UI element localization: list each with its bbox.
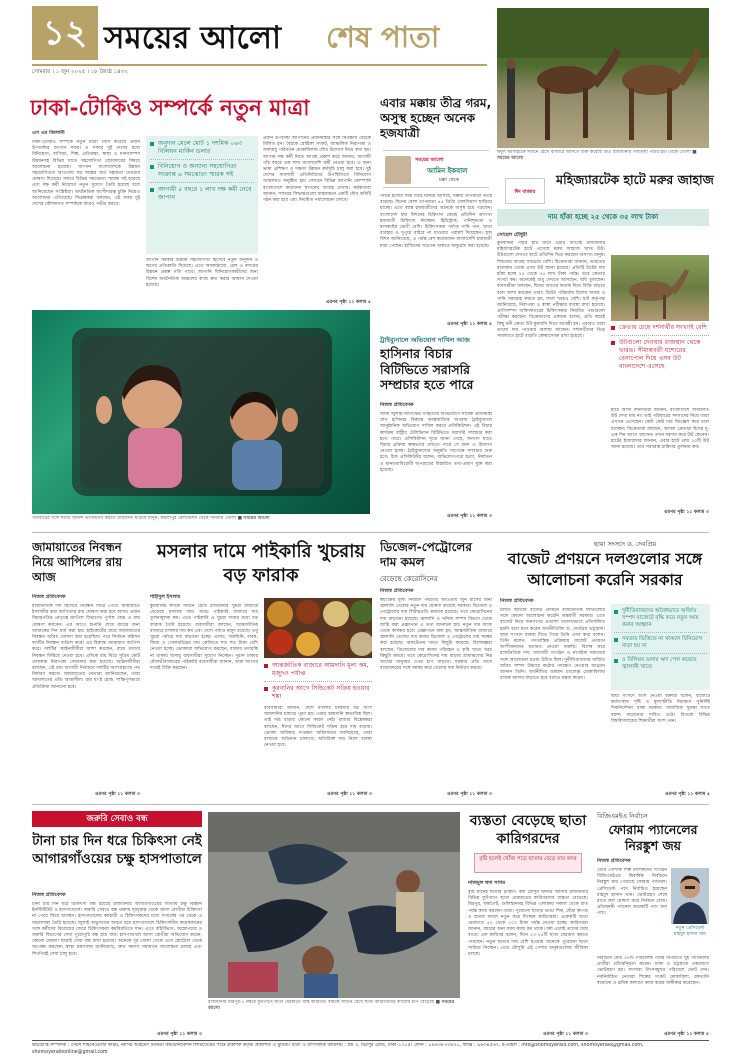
masthead-name: সময়ের আলো: [104, 20, 281, 56]
hospital-headline: টানা চার দিন ধরে চিকিৎসা নেই আগারগাঁওয়ের চক্ষু হাসপাতালে: [32, 833, 202, 867]
camel-market-photo: [497, 8, 709, 148]
jamaat-byline: নিজস্ব প্রতিবেদক: [32, 594, 66, 600]
eid-logo: ঈদ বাজার: [505, 178, 545, 204]
budget-highlights-box: [611, 604, 710, 690]
hospital-banner: জরুরি সেবাও বন্ধ: [32, 811, 202, 827]
train-photo-caption: পরিবারের সঙ্গে ঈদের আনন্দ ভাগাভাগি করতে রাজধানী ছাড়ছে মানুষ। কমলাপুর রেলস্টেশন থেকে শনিবার তোলা ■ সময়ের আলো: [32, 516, 270, 521]
forum-body-col1: তৈরি পোশাক শিল্প মালিকদের সংগঠন বিজিএমইএর দ্বিবার্ষিক নির্বাচনে নিরঙ্কুশ জয় পেয়েছে ফোরাম প্যানেল। প্রেসিডেন্ট পদে নির্বাচিত হয়েছেন মাহমুদ হাসান খান। ভোটগ্রহণ শেষে রাতে ফল ঘোষণা করে নির্বাচন বোর্ড। প্রতিদ্বন্দ্বী প্যানেল কয়েকটি পদে জয় পায়।: [597, 868, 667, 917]
lead-body-col1: ঢাকা-টোকিও সম্পর্কে নতুন মাত্রা যোগ করেছে প্রধান উপদেষ্টার জাপান সফর। এ সফরে দুই দেশের মধ্যে বিনিয়োগ, বাণিজ্য, শিল্প, প্রতিরক্ষা, স্বাস্থ্য ও মানবসম্পদ উন্নয়নসহ বিভিন্ন খাতে সহযোগিতা জোরদারের বিষয়ে আলোচনা হয়েছে। জাপান বাংলাদেশকে উন্নয়ন সহযোগিতার আওতায় বড় অঙ্কের অর্থ সহায়তা দেওয়ার ঘোষণা দিয়েছে। সফরে বিভিন্ন সমঝোতা স্মারক সই হয়েছে এবং দক্ষ কর্মী নিয়োগে নতুন সুযোগ তৈরি হয়েছে বলে জানিয়েছেন সংশ্লিষ্টরা। অর্থনৈতিক অংশীদারত্ব চুক্তি নিয়েও আলোচনা এগিয়েছে। বিশ্লেষকরা বলছেন, এই সফর দুই দেশের কৌশলগত সম্পর্ককে আরও গভীর করবে।: [32, 140, 140, 208]
umbrella-subhead: বৃষ্টি হলেই খোঁজ পড়ে ছাতার বেড়ে যায় কদর: [474, 853, 582, 873]
hajj-headline: এবার মক্কায় তীব্র গরম, অসুস্থ হচ্ছেন অনেক হজযাত্রী: [380, 96, 492, 140]
forum-byline: নিজস্ব প্রতিবেদক: [597, 858, 631, 864]
jamaat-continued: এরপর পৃষ্ঠা ১১ কলাম ৩: [95, 792, 140, 797]
budget-highlight-2: সমতার ভিত্তিতে না থাকলে বিনিয়োগ বাড়া হয় না: [614, 636, 707, 654]
budget-body-col1: চলতি জাতীয় বাজেট প্রণয়নে রাজনৈতিক দলগুলোর সঙ্গে কোনো আলোচনা করেনি অন্তর্বর্তী সরকার। এতে বাজেট নিয়ে জনগণের প্রত্যাশা যথাযথভাবে প্রতিফলিত হয়নি বলে মনে করেন অর্থনীতিবিদ ড. দেবপ্রিয় ভট্টাচার্য। ছায়া সংসদে বক্তব্য দিতে গিয়ে তিনি এসব কথা বলেন। তিনি বলেন, গণতান্ত্রিক প্রক্রিয়ায় বাজেট প্রণয়নে অংশীজনদের মতামত নেওয়া জরুরি। বিশেষ করে রাজনৈতিক দল, ব্যবসায়ী সংগঠন ও নাগরিক সমাজের সঙ্গে আলোচনা হওয়া উচিত ছিল। দুর্নীতিবাজদের অর্জিত অবৈধ সম্পদ উদ্ধারে কঠোর পদক্ষেপ নেওয়ার আহ্বান জানান তিনি। অর্থনীতির বর্তমান চ্যালেঞ্জ মোকাবিলায় রাজস্ব আদায় বাড়াতে হবে বলেও মন্তব্য করেন।: [500, 608, 605, 682]
lead-headline: ঢাকা-টোকিও সম্পর্কে নতুন মাত্রা: [30, 96, 310, 121]
hajj-continued: এরপর পৃষ্ঠা ১১ কলাম ৫: [447, 322, 492, 327]
section-divider-2: [32, 804, 709, 805]
forum-body-col2: নির্বাচনে মোট ৩৫টি পরিচালক পদের বিপরীতে দুই প্যানেলের প্রার্থীরা প্রতিদ্বন্দ্বিতা করেন। ঢাকা ও চট্টগ্রামে একযোগে ভোটগ্রহণ হয়। সদস্যরা উৎসবমুখর পরিবেশে ভোট দেন। নবনির্বাচিত নেতারা শিল্পের সংকট মোকাবিলা, রফতানি বাড়ানো ও শ্রমিক কল্যাণে কাজ করার অঙ্গীকার করেছেন।: [597, 956, 709, 986]
umbrella-photo-caption: রাজধানীর মিরপুর-১ নম্বরে ফুটপাতে ছাতা মেরামতে ব্যস্ত কারিগর। বর্ষাকে সামনে রেখে ছাতা কারিগরদের কাজের চাপ বেড়েছে ■ সময়ের আলো: [208, 1000, 455, 1011]
camel-headline: মহিজ্যারটেক হাটে মরুর জাহাজ: [556, 172, 714, 187]
forum-president-photo: [671, 868, 709, 924]
spice-body-col2: ব্যবসায়ীরা জানান, দেশে মসলার চাহিদার বড় অংশ আমদানির মাধ্যমে পূরণ হয়। এবার আমদানি স্বাভাবিক ছিল। তাই দাম বাড়ার কোনো কারণ নেই। বাজার বিশ্লেষকরা বলছেন, ঈদের আগে সিন্ডিকেট সক্রিয় হয়ে দাম বাড়ায়। ভোক্তা অধিকার সংরক্ষণ অধিদফতর জানিয়েছে, তারা বাজারে অভিযান চালাবে। অতিরিক্ত দাম নিলে ব্যবস্থা নেওয়া হবে।: [264, 706, 372, 749]
masthead-rule: [32, 64, 487, 66]
lead-highlights-box: [146, 136, 258, 254]
fuel-continued: এরপর পৃষ্ঠা ১১ কলাম ৩: [447, 792, 492, 797]
forum-continued: এরপর পৃষ্ঠা ১১ কলাম ৫: [664, 1032, 709, 1037]
lead-continued: এরপর পৃষ্ঠা ১১ কলাম ৫: [326, 300, 371, 305]
train-passengers-photo: [32, 310, 370, 514]
fuel-body: স্বয়ংক্রিয় মূল্য নির্ধারণ পদ্ধতির আওতায় জুন মাসের জন্য জ্বালানি তেলের নতুন দাম ঘোষণা করেছে সরকার। ডিজেল ও পেট্রোলের দাম লিটারপ্রতি কমানো হয়েছে। তবে কেরোসিনের দাম বাড়ানো হয়েছে। জ্বালানি ও খনিজ সম্পদ বিভাগ থেকে জারি করা প্রজ্ঞাপনে এ তথ্য জানানো হয়। নতুন দাম আজ থেকে কার্যকর হবে। প্রজ্ঞাপনে বলা হয়, আন্তর্জাতিক বাজারে জ্বালানি তেলের দাম কমায় ডিজেল ও পেট্রোলের দাম সমন্বয় করা হয়েছে। অকটেনের দামও কিছুটা কমেছে। বিশেষজ্ঞরা বলছেন, ডিজেলের দাম কমায় পরিবহন ও কৃষি খাতে খরচ কিছুটা কমবে। তবে কেরোসিনের দাম বাড়ায় গ্রামাঞ্চলের নিম্ন আয়ের মানুষের ওপর চাপ বাড়বে। সরকার প্রতি মাসে বাজারদরের সঙ্গে সমন্বয় করে তেলের দাম নির্ধারণ করছে।: [380, 598, 492, 672]
fuel-headline: ডিজেল-পেট্রোলের দাম কমল: [380, 540, 472, 569]
reporter-name: আমিন ইকবাল: [427, 167, 468, 175]
spice-bullet-1: আন্তর্জাতিক বাজারে আমদানি মূল্য কম, মজুদও পর্যাপ্ত: [264, 662, 372, 682]
jamaat-headline: জামায়াতের নিবন্ধন নিয়ে আপিলের রায় আজ: [32, 540, 123, 584]
lead-body-col3: প্রধান উপদেষ্টা জাপানের প্রধানমন্ত্রীর সঙ্গে দ্বিপক্ষীয় বৈঠকে মিলিত হন। বৈঠকে রোহিঙ্গা সংকট, আঞ্চলিক নিরাপত্তা ও জলবায়ু পরিবর্তন মোকাবিলায় যৌথ উদ্যোগ নিয়ে কথা হয়। জাপান দক্ষ কর্মী নিতে আগ্রহ প্রকাশ করে জানায়, আগামী পাঁচ বছরে এক লাখ বাংলাদেশি কর্মী নেওয়া হবে। এ জন্য ভাষা প্রশিক্ষণ ও দক্ষতা উন্নয়ন কর্মসূচি চালু করা হবে। দুই দেশের ব্যবসায়ী প্রতিনিধিদের উপস্থিতিতে বিনিয়োগ সম্মেলনও অনুষ্ঠিত হয়। সেখানে বিভিন্ন জাপানি কোম্পানি বাংলাদেশে কারখানা স্থাপনের আগ্রহ দেখায়। কর্মকর্তারা জানান, সফরের সিদ্ধান্তগুলো বাস্তবায়নে একটি যৌথ কমিটি গঠন করা হবে এবং নিয়মিত পর্যালোচনা চলবে।: [263, 136, 371, 204]
camel-photo-caption-text: ঈদুল আজহাকে সামনে রেখে বাজারে আসতে শুরু করেছে উট। রাজধানীর গাবতলী পশুর হাট থেকে তোলা: [497, 150, 691, 155]
hospital-continued: এরপর পৃষ্ঠা ১১ কলাম ৩: [157, 1032, 202, 1037]
lead-highlight-3: আগামী ৫ বছরে ১ লাখ দক্ষ কর্মী নেবে জাপান: [150, 186, 254, 205]
spice-body-col1: কুরবানির ঈদকে সামনে রেখে রাজধানীর খুচরা বাজারে বেড়েছে মসলার দাম। অথচ পাইকারি বাজারে দাম তুলনামূলক কম। এতে পাইকারি ও খুচরা দামের মধ্যে বড় ফারাক তৈরি হয়েছে। ব্যবসায়ীরা বলছেন, আন্তর্জাতিক বাজারে মসলার দাম কম এবং দেশে পর্যাপ্ত মজুদ রয়েছে। তবু খুচরা পর্যায়ে দাম বাড়ানো হচ্ছে। এলাচ, দারুচিনি, লবঙ্গ, জিরা ও গোলমরিচের দাম কেজিতে শত শত টাকা বেশি নেওয়া হচ্ছে। ভোক্তারা অভিযোগ করছেন, বাজার তদারকি না থাকায় অসাধু ব্যবসায়ীরা সুযোগ নিচ্ছেন। পুরান ঢাকার মৌলভীবাজারের পাইকারি ব্যবসায়ীরা জানান, তারা আগের দামেই বিক্রি করছেন।: [150, 604, 258, 672]
umbrella-caption-credit: সময়ের আলো: [208, 1000, 455, 1011]
forum-headline: ফোরাম প্যানেলের নিরঙ্কুশ জয়: [608, 822, 698, 853]
umbrella-body: বৃষ্টি মানেই ছাতার চাহিদা। বর্ষা মৌসুম ঘনিয়ে আসায় রাজধানীর বিভিন্ন ফুটপাতে ছাতা মেরামতের কারিগরদের ব্যস্ততা বেড়েছে। মিরপুর, ফার্মগেট, গুলিস্তানসহ বিভিন্ন এলাকায় সকাল থেকে রাত পর্যন্ত কাজ করছেন তারা। পুরোনো ছাতার ভাঙা শিক, ছেঁড়া কাপড় ও হাতল বদলে নতুন করে দিচ্ছেন কারিগররা। একেকটি ছাতা মেরামতে ৫০ থেকে ২০০ টাকা পর্যন্ত নেওয়া হচ্ছে। কারিগররা জানান, বছরের অন্য সময় কাজ কম থাকে। বর্ষা এলেই তাদের আয় বাড়ে। এক কারিগর বলেন, দিনে ২০-২৫টি ছাতা মেরামত করতে পারছেন। নতুন ছাতার দাম বেশি হওয়ায় অনেকে পুরোনো ছাতা সারিয়ে নিচ্ছেন। এতে মৌসুমি এই পেশার মানুষগুলোর জীবিকা চলছে।: [468, 890, 588, 958]
camel-bullet-2: উটগুলো দেওয়ার রাজস্থান থেকে ভারত। সীমান্তবর্তী যশোরের বেনাপোল দিয়ে এসব উট বাংলাদেশে এসেছে: [611, 339, 709, 374]
spice-bullet-2: কুরবানির আগে সিন্ডিকেট সক্রিয় হওয়ার শঙ্কা: [264, 685, 372, 704]
hospital-body: টানা চার দিন ধরে চিকিৎসা বন্ধ রয়েছে রাজধানীর আগারগাঁওয়ের জাতীয় চক্ষু বিজ্ঞান ইনস্টিটিউট ও হাসপাতালে। জরুরি সেবাও বন্ধ থাকায় দূরদূরান্ত থেকে আসা রোগীরা চিকিৎসা না পেয়ে ফিরে যাচ্ছেন। হাসপাতালের কর্মচারী ও চিকিৎসকদের মধ্যে সংঘর্ষের পর থেকে এ অচলাবস্থা তৈরি হয়েছে। জুলাই অভ্যুত্থানে আহত হয়ে হাসপাতালে চিকিৎসাধীন কয়েকজনের সঙ্গে কর্মীদের বিরোধের জেরে চিকিৎসকরা কর্মবিরতিতে যান। এতে বহির্বিভাগ, অস্ত্রোপচার ও জরুরি বিভাগের সেবা পুরোপুরি বন্ধ হয়ে যায়। হাসপাতালে আসা রোগীরা অভিযোগ করেন, কোনো ঘোষণা ছাড়াই সেবা বন্ধ রাখা হয়েছে। অনেকে দূর জেলা থেকে এসে হোটেলে থেকে অপেক্ষা করছেন। স্বাস্থ্য মন্ত্রণালয় জানিয়েছে, দ্রুত সমস্যা সমাধানে আলোচনা চলছে এবং শিগগিরই সেবা চালু হবে।: [32, 902, 202, 957]
camel-bullet-1: ক্রেতার চেয়ে দর্শনার্থীর সংখ্যাই বেশি: [611, 324, 709, 336]
tribunal-byline: নিজস্ব প্রতিবেদক: [380, 402, 414, 408]
spice-continued: এরপর পৃষ্ঠা ১১ কলাম ৩: [327, 792, 372, 797]
train-caption-text: পরিবারের সঙ্গে ঈদের আনন্দ ভাগাভাগি করতে রাজধানী ছাড়ছে মানুষ। কমলাপুর রেলস্টেশন থেকে শনিবার তোলা: [32, 516, 237, 521]
forum-kicker: বিজিএমইএ নির্বাচন: [597, 812, 648, 820]
tribunal-kicker: ট্রাইব্যুনালে অভিযোগ দাখিল আজ: [380, 336, 470, 344]
camel-photo-credit: সময়ের আলো: [497, 156, 524, 161]
spice-bullets: [264, 662, 372, 707]
camel-subhead: দাম হাঁকা হচ্ছে ২৫ থেকে ৩৫ লাখ টাকা: [497, 209, 709, 226]
page-number: ১২: [32, 6, 98, 60]
lead-byline: এস এম জিলানী: [32, 130, 65, 136]
jamaat-body: রাজনৈতিক দল হিসেবে নিবন্ধন ফিরে পেতে জামায়াতে ইসলামীর করা আপিলের রায় ঘোষণা করা হবে আজ। প্রধান বিচারপতির নেতৃত্বে আপিল বিভাগের পূর্ণাঙ্গ বেঞ্চ এ রায় ঘোষণা করবেন। এর আগে শুনানি শেষে রায়ের জন্য আজকের দিন ধার্য করা হয়। হাইকোর্টের রায়ে জামায়াতের নিবন্ধন অবৈধ ঘোষণা করা হয়েছিল। পরে নির্বাচন কমিশন দলটির নিবন্ধন বাতিল করে। এর বিরুদ্ধে জামায়াত আপিল করে। দলটির আইনজীবীরা আশা করছেন, রায়ে তাদের নিবন্ধন ফিরিয়ে দেওয়া হবে। এদিকে রায় ঘিরে সুপ্রিম কোর্ট এলাকায় নিরাপত্তা জোরদার করা হয়েছে। আইনজীবীরা বলছেন, এই রায় আগামী নির্বাচনে দলটির অংশগ্রহণের পথ নির্ধারণ করবে। জামায়াতের নেতারা জানিয়েছেন, তারা আদালতের প্রতি আস্থাশীল। রায় যা-ই হোক, শান্তিপূর্ণভাবে প্রতিক্রিয়া জানানো হবে।: [32, 604, 140, 690]
camel-photo-caption: ঈদুল আজহাকে সামনে রেখে বাজারে আসতে শুরু করেছে উট। রাজধানীর গাবতলী পশুর হাট থেকে তোলা ■ সময়ের আলো: [497, 150, 697, 161]
camel-continued: এরপর পৃষ্ঠা ১১ কলাম ৩: [664, 510, 709, 515]
footer-rule: [32, 1040, 709, 1041]
umbrella-byline: নাজমুল হুদা সাগর: [468, 880, 505, 886]
dateline: সোমবার । ১ জুন ২০২৫ । ১৮ জ্যৈষ্ঠ ১৪৩২: [32, 69, 128, 75]
lead-highlight-1: অনুদান মেলে মোট ১ দশমিক ০৬৩ বিলিয়ন মার্কিন ডলার: [150, 140, 254, 160]
spice-byline: শাহীদুল ইসলাম: [150, 594, 181, 600]
fuel-byline: নিজস্ব প্রতিবেদক: [380, 588, 414, 594]
fuel-subhead: বেড়েছে কেরোসিনের: [380, 575, 438, 583]
camel-body-col2: হাটে আসা দর্শনার্থীরা জানান, বাংলাদেশে সাধারণত উট দেখা যায় না। তাই পরিবারের সদস্যদের নিয়ে তারা এখানে এসেছেন। কেউ কেউ দাম জিজ্ঞেস করে চলে যাচ্ছেন। বিক্রেতারা বলছেন, আসল ক্রেতারা ঈদের দু-এক দিন আগে আসেন। তখন দরদাম করে উট কেনেন। হাটের ইজারাদার জানান, এবার হাটে প্রায় ২০টি উট আনা হয়েছে। তবে সরবরাহ চাহিদার তুলনায় কম।: [611, 408, 709, 451]
umbrella-repair-photo: [208, 812, 460, 998]
footer-imprint: ভারপ্রাপ্ত সম্পাদক : সৈয়দ শাহনেওয়াজ করিম, নাসির আহমেদ মিডিয়া কমিউনিকেশন লিমিটেডের পক্ষে প্রকাশক কর্তৃক প্রকাশিত ও মুদ্রিত। বার্তা ও বাণিজ্যিক কার্যালয় : প্লট ৩, মিরপুর রোড, ঢাকা-১২০৫। ফোন : ০৯৬৩৮৩৩৬৭০, ফ্যাক্স : ৯৬৩৪৫৬৭, ই-মেইল : info@shomoyeralo.com, shomoyeralo@gmail.com, shomoyeraloonline@gmail.com: [32, 1043, 644, 1055]
reporter-tag-label: সময়ের আলো: [415, 157, 444, 163]
camel-body-col1: কুরবানির পশুর হাট জমে ওঠার আগেই রাজধানীর মহিজ্যারটেক হাটে এসেছে মরুর জাহাজ খ্যাত উট। উটগুলো দেখতে হাটে প্রতিদিন ভিড় করছেন অসংখ্য মানুষ। শিশুদের আগ্রহ সবচেয়ে বেশি। বিক্রেতারা জানান, ভারতের রাজস্থান থেকে এসব উট আনা হয়েছে। প্রতিটি উটের দাম হাঁকা হচ্ছে ২৫ থেকে ৩৫ লাখ টাকা পর্যন্ত। তবে ক্রেতার সংখ্যা কম। অনেকেই শুধু দেখতে আসছেন, ছবি তুলছেন। ব্যবসায়ীরা বলছেন, ঈদের আগের কয়েক দিনে বিক্রি বাড়বে বলে আশা করছেন তারা। উটের পরিচর্যায় বিশেষ খাবার ও পানি সরবরাহ করতে হয়, ফলে খরচও বেশি। হাট কর্তৃপক্ষ জানিয়েছে, নিরাপত্তা ও স্বাস্থ্য পরীক্ষার ব্যবস্থা রাখা হয়েছে। প্রাণিসম্পদ অধিদফতরের চিকিৎসকরা নিয়মিত পশুগুলো পরীক্ষা করছেন। বিক্রেতাদের একজন বলেন, প্রতি বছরই কিছু ধনী ক্রেতা উট কুরবানি দিতে আগ্রহী হন। এবারও তারা ভালো দাম পাওয়ার আশায় আছেন। দর্শনার্থীদের ভিড় সামলাতে হাটে বাড়তি স্বেচ্ছাসেবক রাখা হয়েছে।: [497, 241, 605, 340]
reporter-place: মক্কা থেকে: [439, 177, 460, 183]
tribunal-headline: হাসিনার বিচার বিটিভিতে সরাসরি সম্প্রচার হতে পারে: [380, 346, 474, 392]
budget-kicker: ছায়া সংসদে ড. দেবপ্রিয়: [594, 540, 657, 548]
umbrella-caption-text: রাজধানীর মিরপুর-১ নম্বরে ফুটপাতে ছাতা মেরামতে ব্যস্ত কারিগর। বর্ষাকে সামনে রেখে ছাতা কারিগরদের কাজের চাপ বেড়েছে: [208, 1000, 435, 1005]
camel-byline: সোহেল চৌধুরী: [497, 232, 528, 238]
budget-continued: এরপর পৃষ্ঠা ১১ কলাম ৫: [665, 792, 710, 797]
forum-photo-caption: নতুন প্রেসিডেন্ট মাহমুদ হাসান খান: [673, 926, 707, 937]
section-divider: [32, 532, 709, 533]
budget-highlight-3: ৫ বিলিয়ন ডলার ঋণ পেল করেছে জ্বালানী খাতে: [614, 657, 707, 674]
tribunal-body: আজ জুলাই-আগস্টের গণহত্যার অভিযোগে সাবেক প্রধানমন্ত্রী শেখ হাসিনার বিরুদ্ধে আন্তর্জাতিক অপরাধ ট্রাইব্যুনালে আনুষ্ঠানিক অভিযোগ দাখিল করবে প্রসিকিউশন। এই বিচার কার্যক্রম রাষ্ট্রীয় টেলিভিশন বিটিভিতে সরাসরি সম্প্রচার করা হতে পারে। প্রসিকিউশন সূত্রে জানা গেছে, জনগণ যাতে বিচার প্রক্রিয়া স্বচ্ছভাবে দেখতে পারে সে জন্য এ উদ্যোগ নেওয়া হচ্ছে। ট্রাইব্যুনালের অনুমতি সাপেক্ষে সম্প্রচার শুরু হবে। চিফ প্রসিকিউটর বলেন, অভিযোগপত্রে হত্যা, নির্যাতন ও মানবতাবিরোধী অপরাধের বিস্তারিত তথ্য-প্রমাণ যুক্ত করা হয়েছে।: [380, 412, 492, 473]
umbrella-continued: এরপর পৃষ্ঠা ১১ কলাম ৩: [543, 1032, 588, 1037]
budget-byline: নিজস্ব প্রতিবেদক: [500, 598, 534, 604]
lead-highlight-2: বিনিয়োগ ও অন্যান্য সহযোগিতা সংক্রান্ত ৬ সমঝোতা স্মারক সই: [150, 163, 254, 183]
hospital-byline: নিজস্ব প্রতিবেদক: [32, 892, 66, 898]
umbrella-headline: ব্যস্ততা বেড়েছে ছাতা কারিগরদের: [469, 813, 587, 847]
section-name: শেষ পাতা: [326, 20, 440, 54]
budget-highlight-1: দুর্নীতিবাজদের অবৈধভাবে অর্জিত সম্পদ বাজেটে বৃদ্ধি করে নতুন আয় করার আহ্বান: [614, 608, 707, 633]
camel-closeup-photo: [611, 255, 709, 321]
lead-body-col2: জাপান সরকার উন্নয়ন সহযোগিতা হিসেবে নতুন অনুদান ও ঋণের প্রতিশ্রুতি দিয়েছে। এতে অবকাঠামো, রেল ও বন্দরের উন্নয়ন প্রকল্প গতি পাবে। জাপানি বিনিয়োগকারীদের জন্য বিশেষ অর্থনৈতিক অঞ্চলের কাজ দ্রুত করার আশ্বাস দেওয়া হয়েছে।: [146, 258, 258, 288]
reporter-avatar: [385, 156, 411, 184]
spice-headline: মসলার দামে পাইকারি খুচরায় বড় ফারাক: [156, 541, 366, 586]
spice-photo: [264, 598, 372, 658]
tribunal-continued: এরপর পৃষ্ঠা ১১ কলাম ৩: [447, 514, 492, 519]
camel-bullets: [611, 324, 709, 377]
train-caption-credit: সময়ের আলো: [243, 516, 270, 521]
hajj-body: পবিত্র হজের সময় যতই ঘনিয়ে আসছে, মক্কায় তাপমাত্রা ততই বাড়ছে। দিনের বেলা তাপমাত্রা ৪৫ ডিগ্রি সেলসিয়াস ছাড়িয়ে যাচ্ছে। এতে বয়স্ক হজযাত্রীদের অনেকে অসুস্থ হয়ে পড়ছেন। বাংলাদেশ হজ মিশনের চিকিৎসা কেন্দ্রে প্রতিদিন অসংখ্য হজযাত্রী চিকিৎসা নিচ্ছেন। হিটস্ট্রোক, পানিশূন্যতা ও শ্বাসকষ্টের রোগী বেশি। চিকিৎসকরা পর্যাপ্ত পানি পান, ছাতা ব্যবহার ও দুপুরে বাইরে না যাওয়ার পরামর্শ দিয়েছেন। হজ মিশন জানিয়েছে, এ পর্যন্ত বেশ কয়েকজন বাংলাদেশি হজযাত্রী মারা গেছেন। হাজিদের সচেতন থাকতে অনুরোধ করা হয়েছে।: [380, 194, 492, 249]
hajj-reporter-box: [383, 150, 489, 188]
budget-body-col2: ছায়া সংসদে অংশ নেওয়া বক্তারা বলেন, বাজেটে কর্মসংস্থান সৃষ্টি ও মূল্যস্ফীতি নিয়ন্ত্রণে সুনির্দিষ্ট দিকনির্দেশনা থাকা দরকার। সামাজিক সুরক্ষা খাতে বরাদ্দ বাড়ানোর দাবিও ওঠে। বিতর্কে বিভিন্ন বিশ্ববিদ্যালয়ের শিক্ষার্থীরা অংশ নেন।: [611, 694, 710, 724]
budget-headline: বাজেট প্রণয়নে দলগুলোর সঙ্গে আলোচনা করেনি সরকার: [507, 550, 703, 589]
